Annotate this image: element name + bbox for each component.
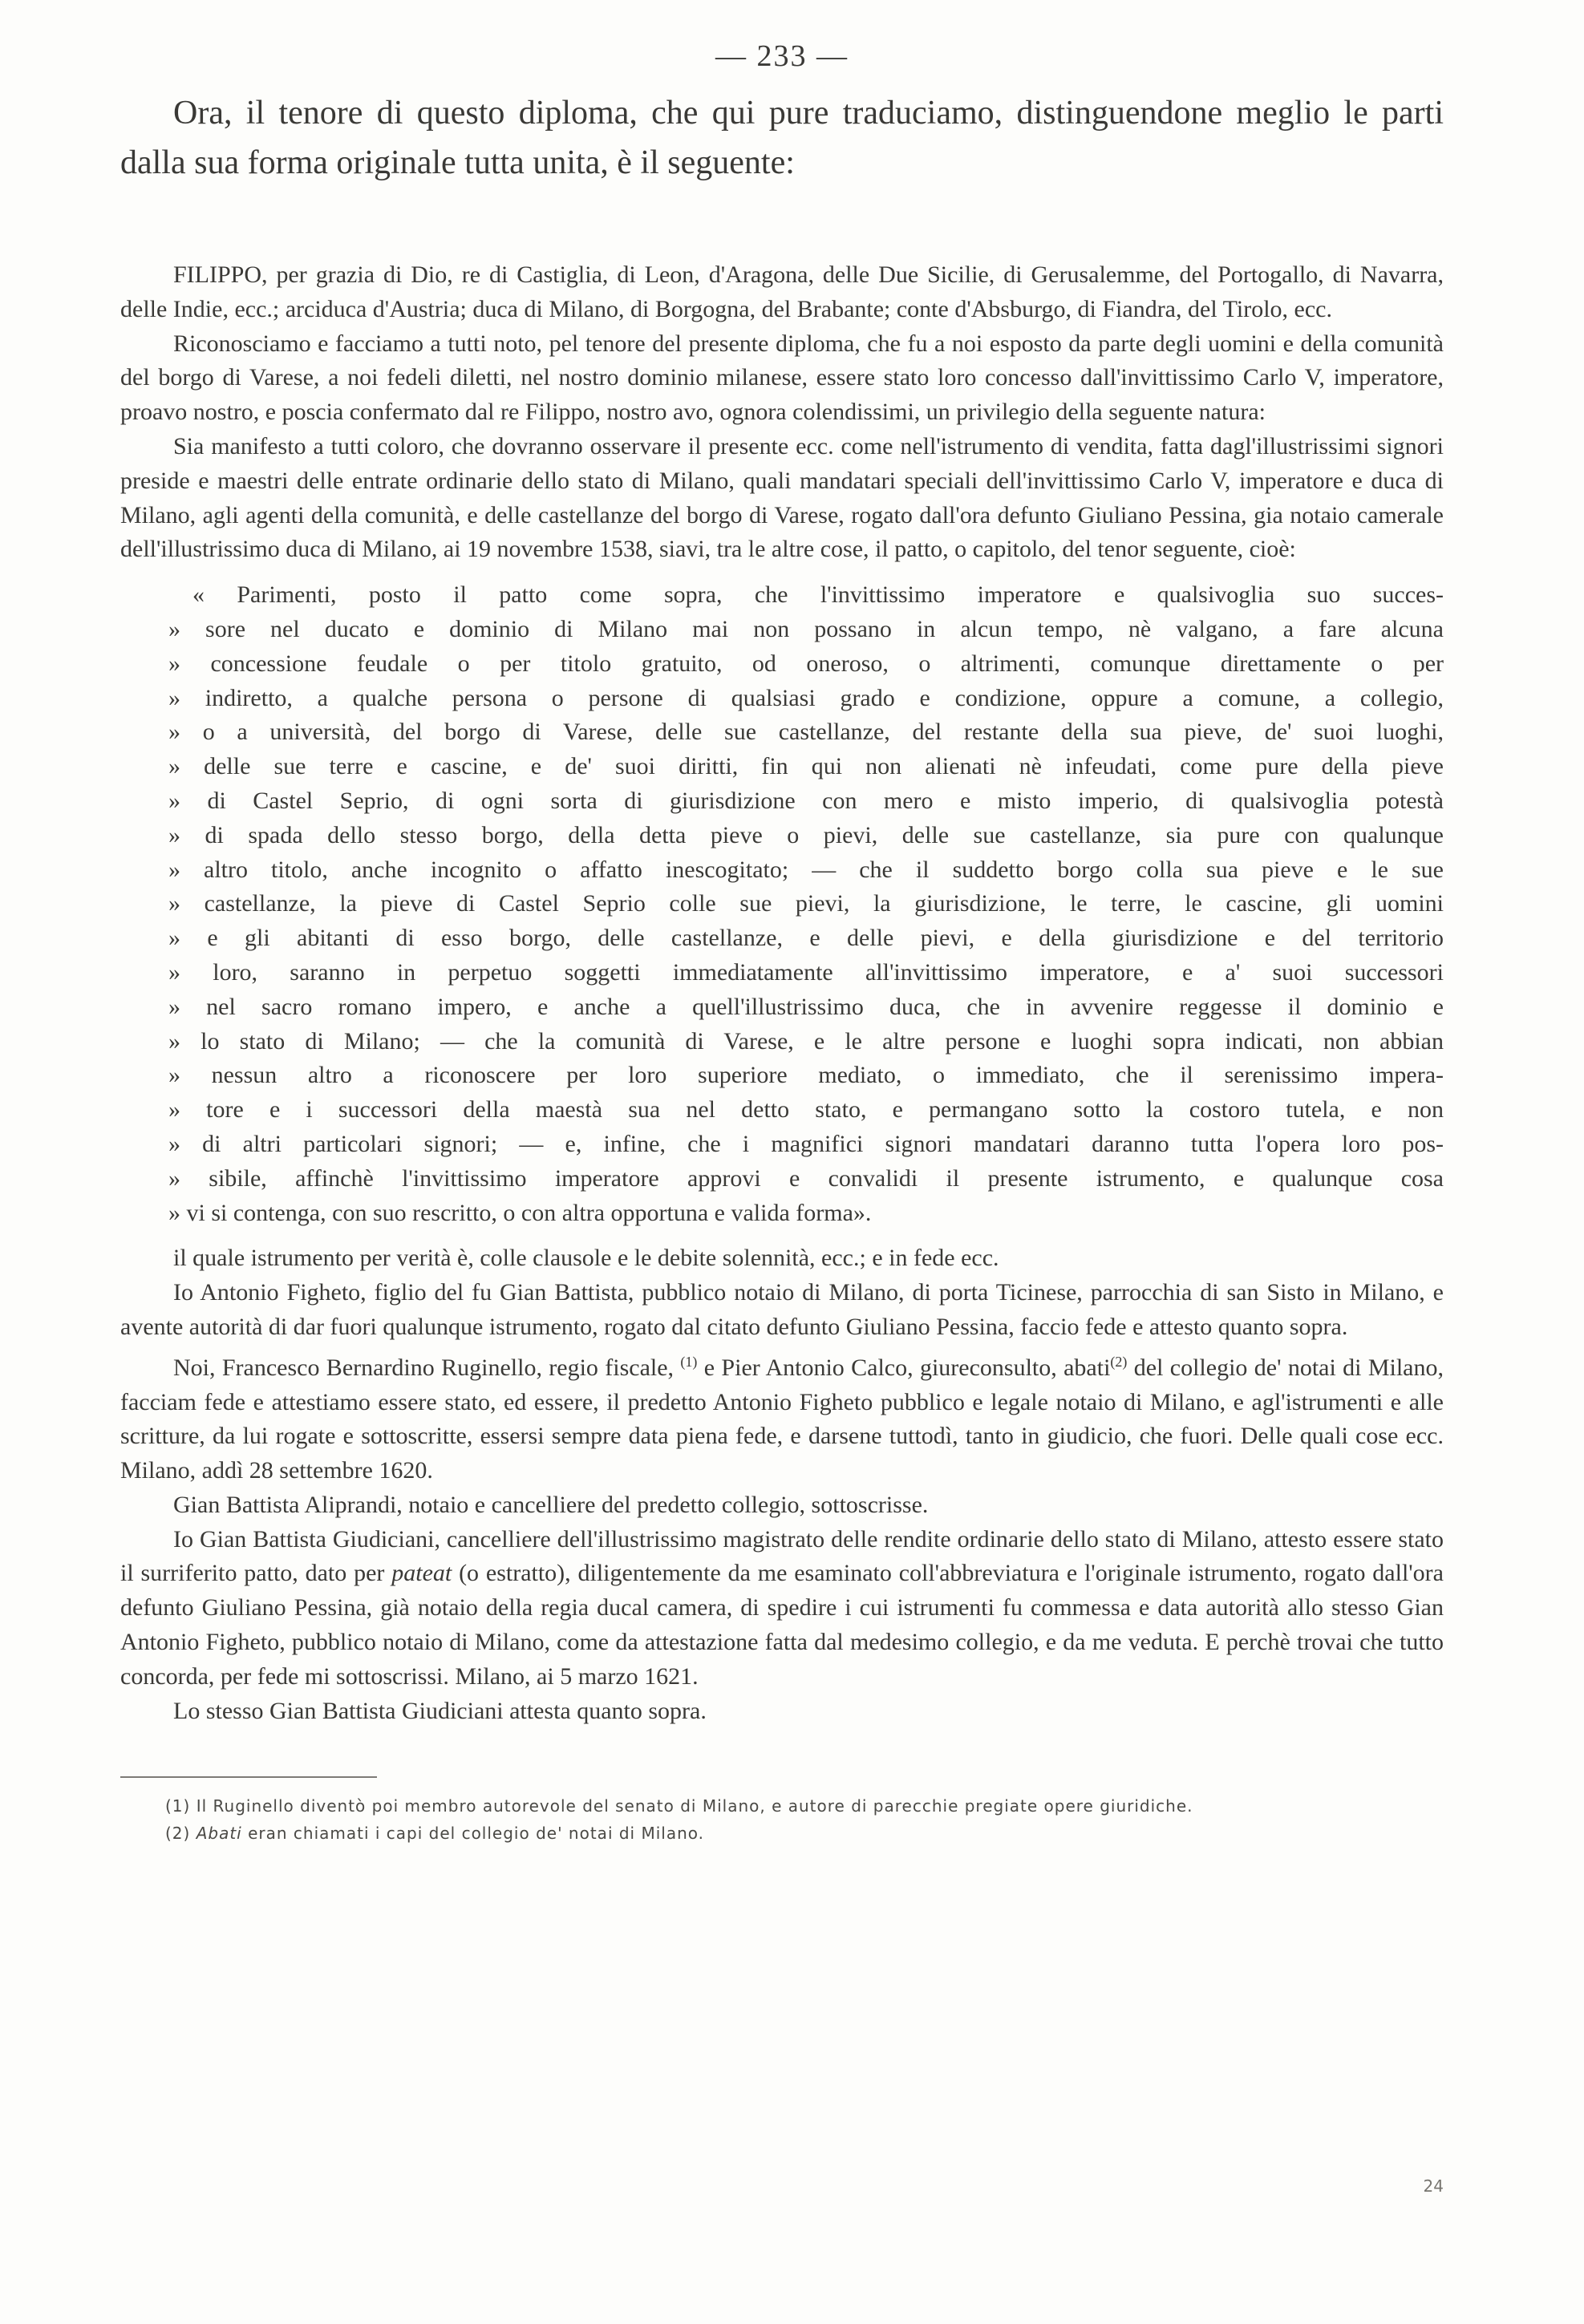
giud-text-1: Io Gian Battista Giudiciani, cancelliere dell'illustrissimo magistrato delle rendite ordinarie dello stato di Milano, attesto essere stato il surriferito patto, dato per xyxy=(120,1525,1444,1587)
footnote-text-1: Il Ruginello diventò poi membro autorevole del senato di Milano, e autore di parecchie pregiate opere giuridiche. xyxy=(196,1796,1193,1816)
page-number: — 233 — xyxy=(715,39,849,73)
noi-text-3: del collegio de' notai di Milano, facciam fede e attestiamo essere stato, ed essere, il predetto Antonio Figheto pubblico e legale notaio di Milano, e agl'istrumenti e alle scritture, da lui rogate e sottoscritte, essersi sempre data piena fede, e darsene tuttodì, tanto in giudicio, che fuori. Delle quali cose ecc. Milano, addì 28 settembre 1620. xyxy=(120,1354,1444,1484)
quote-line: » sore nel ducato e dominio di Milano mai non possano in alcun tempo, nè valgano, a fare alcuna xyxy=(168,615,1444,642)
footnotes xyxy=(120,1792,1444,1847)
quote-line: » e gli abitanti di esso borgo, delle castellanze, e delle pievi, e della giurisdizione e del territorio xyxy=(168,925,1444,952)
giud-italic: pateat xyxy=(391,1560,452,1587)
quote-line: » castellanze, la pieve di Castel Seprio colle sue pievi, la giurisdizione, le terre, le cascine, gli uomini xyxy=(168,890,1444,917)
paragraph-aliprandi: Gian Battista Aliprandi, notaio e cancelliere del predetto collegio, sottoscrisse. xyxy=(173,1491,929,1518)
quote-line: » lo stato di Milano; — che la comunità di Varese, e le altre persone e luoghi sopra indicati, non abbian xyxy=(168,1027,1444,1055)
footnote-ref-2[interactable]: (2) xyxy=(1110,1353,1128,1370)
paragraph-lo-stesso: Lo stesso Gian Battista Giudiciani attesta quanto sopra. xyxy=(173,1697,707,1724)
footnote-1 xyxy=(120,1792,1444,1820)
footnote-divider xyxy=(120,1776,377,1778)
footnote-italic-2: Abati xyxy=(196,1824,242,1844)
quote-line: » vi si contenga, con suo rescritto, o con altra opportuna e valida forma». xyxy=(168,1199,872,1226)
quote-line: » loro, saranno in perpetuo soggetti immediatamente all'invittissimo imperatore, e a' suoi successori xyxy=(168,958,1444,986)
quote-line: » tore e i successori della maestà sua nel detto stato, e permangano sotto la costoro tutela, e non xyxy=(168,1096,1444,1124)
quote-line: » o a università, del borgo di Varese, delle sue castellanze, del restante della sua pieve, de' suoi luoghi, xyxy=(168,719,1444,746)
intro-paragraph: Ora, il tenore di questo diploma, che qui pure traduciamo, distinguendone meglio le parti dalla sua forma originale tutta unita, è il seguente: xyxy=(120,95,1444,181)
document-page xyxy=(120,38,1444,2292)
quote-line: » di altri particolari signori; — e, infine, che i magnifici signori mandatari daranno tutta l'opera loro pos- xyxy=(168,1130,1444,1157)
footnote-2 xyxy=(120,1820,1444,1847)
footnote-text-2: eran chiamati i capi del collegio de' notai di Milano. xyxy=(241,1824,705,1844)
printer-signature: 24 xyxy=(1423,2176,1444,2196)
quote-line: » di spada dello stesso borgo, della detta pieve o pievi, delle sue castellanze, sia pure con qualunque xyxy=(168,821,1444,848)
paragraph-filippo: FILIPPO, per grazia di Dio, re di Castiglia, di Leon, d'Aragona, delle Due Sicilie, di Gerusalemme, del Portogallo, di Navarra, delle Indie, ecc.; arciduca d'Austria; duca di Milano, di Borgogna, del Brabante; conte d'Absburgo, di Fiandra, del Tirolo, ecc. xyxy=(120,261,1444,322)
footnote-mark-2: (2) xyxy=(165,1824,191,1844)
paragraph-noi xyxy=(120,1345,1444,1488)
quote-line: » nel sacro romano impero, e anche a quell'illustrissimo duca, che in avvenire reggesse il dominio e xyxy=(168,993,1444,1020)
quote-line: » sibile, affinchè l'invittissimo imperatore approvi e convalidi il presente istrumento, e qualunque cosa xyxy=(168,1164,1444,1192)
quote-line: » altro titolo, anche incognito o affatto inescogitato; — che il suddetto borgo colla sua pieve e le sue xyxy=(168,856,1444,883)
paragraph-quale-istrumento: il quale istrumento per verità è, colle clausole e le debite solennità, ecc.; e in fede ecc. xyxy=(173,1245,999,1272)
footnote-mark-1: (1) xyxy=(165,1796,191,1816)
paragraph-figheto: Io Antonio Figheto, figlio del fu Gian Battista, pubblico notaio di Milano, di porta Ticinese, parrocchia di san Sisto in Milano, e avente autorità di dar fuori qualunque istrumento, rogato dal citato defunto Giuliano Pessina, faccio fede e attesto quanto sopra. xyxy=(120,1279,1444,1340)
footnote-ref-1[interactable]: (1) xyxy=(680,1353,698,1370)
noi-text-2: e Pier Antonio Calco, giureconsulto, abati xyxy=(697,1354,1111,1381)
paragraph-giudiciani xyxy=(120,1523,1444,1694)
quote-line: » delle sue terre e cascine, e de' suoi diritti, fin qui non alienati nè infeudati, come pure della pieve xyxy=(168,753,1444,780)
quote-line: » indiretto, a qualche persona o persone di qualsiasi grado e condizione, oppure a comune, a collegio, xyxy=(168,684,1444,711)
quote-line: » concessione feudale o per titolo gratuito, od oneroso, o altrimenti, comunque direttamente o per xyxy=(168,650,1444,677)
quoted-pact xyxy=(120,578,1444,1230)
document-body xyxy=(120,258,1444,1728)
quote-line: » di Castel Seprio, di ogni sorta di giurisdizione con mero e misto imperio, di qualsivoglia potestà xyxy=(168,787,1444,814)
quote-line: » nessun altro a riconoscere per loro superiore mediato, o immediato, che il serenissimo impera- xyxy=(168,1062,1444,1089)
quote-line: « Parimenti, posto il patto come sopra, che l'invittissimo imperatore e qualsivoglia suo succes- xyxy=(192,581,1444,609)
paragraph-riconosciamo: Riconosciamo e facciamo a tutti noto, pel tenore del presente diploma, che fu a noi esposto da parte degli uomini e della comunità del borgo di Varese, a noi fedeli diletti, nel nostro dominio milanese, essere stato loro concesso dall'invittissimo Carlo V, imperatore, proavo nostro, e poscia confermato dal re Filippo, nostro avo, ognora colendissimi, un privilegio della seguente natura: xyxy=(120,330,1444,426)
noi-text-1: Noi, Francesco Bernardino Ruginello, regio fiscale, xyxy=(173,1354,675,1381)
giud-text-2: (o estratto), diligentemente da me esaminato coll'abbreviatura e l'originale istrumento, rogato dall'ora defunto Giuliano Pessina, già notaio della regia ducal camera, di spedire i cui istrumenti fu commessa e data autorità allo stesso Gian Antonio Figheto, pubblico notaio di Milano, come da attestazione fatta dal medesimo collegio, e da me veduta. E perchè trovai che tutto concorda, per fede mi sottoscrissi. Milano, ai 5 marzo 1621. xyxy=(120,1560,1444,1690)
paragraph-sia-manifesto: Sia manifesto a tutti coloro, che dovranno osservare il presente ecc. come nell'istrumento di vendita, fatta dagl'illustrissimi signori preside e maestri delle entrate ordinarie dello stato di Milano, quali mandatari speciali dell'invittissimo Carlo V, imperatore e duca di Milano, agli agenti della comunità, e delle castellanze del borgo di Varese, rogato dall'ora defunto Giuliano Pessina, gia notaio camerale dell'illustrissimo duca di Milano, ai 19 novembre 1538, siavi, tra le altre cose, il patto, o capitolo, del tenor seguente, cioè: xyxy=(120,432,1444,563)
